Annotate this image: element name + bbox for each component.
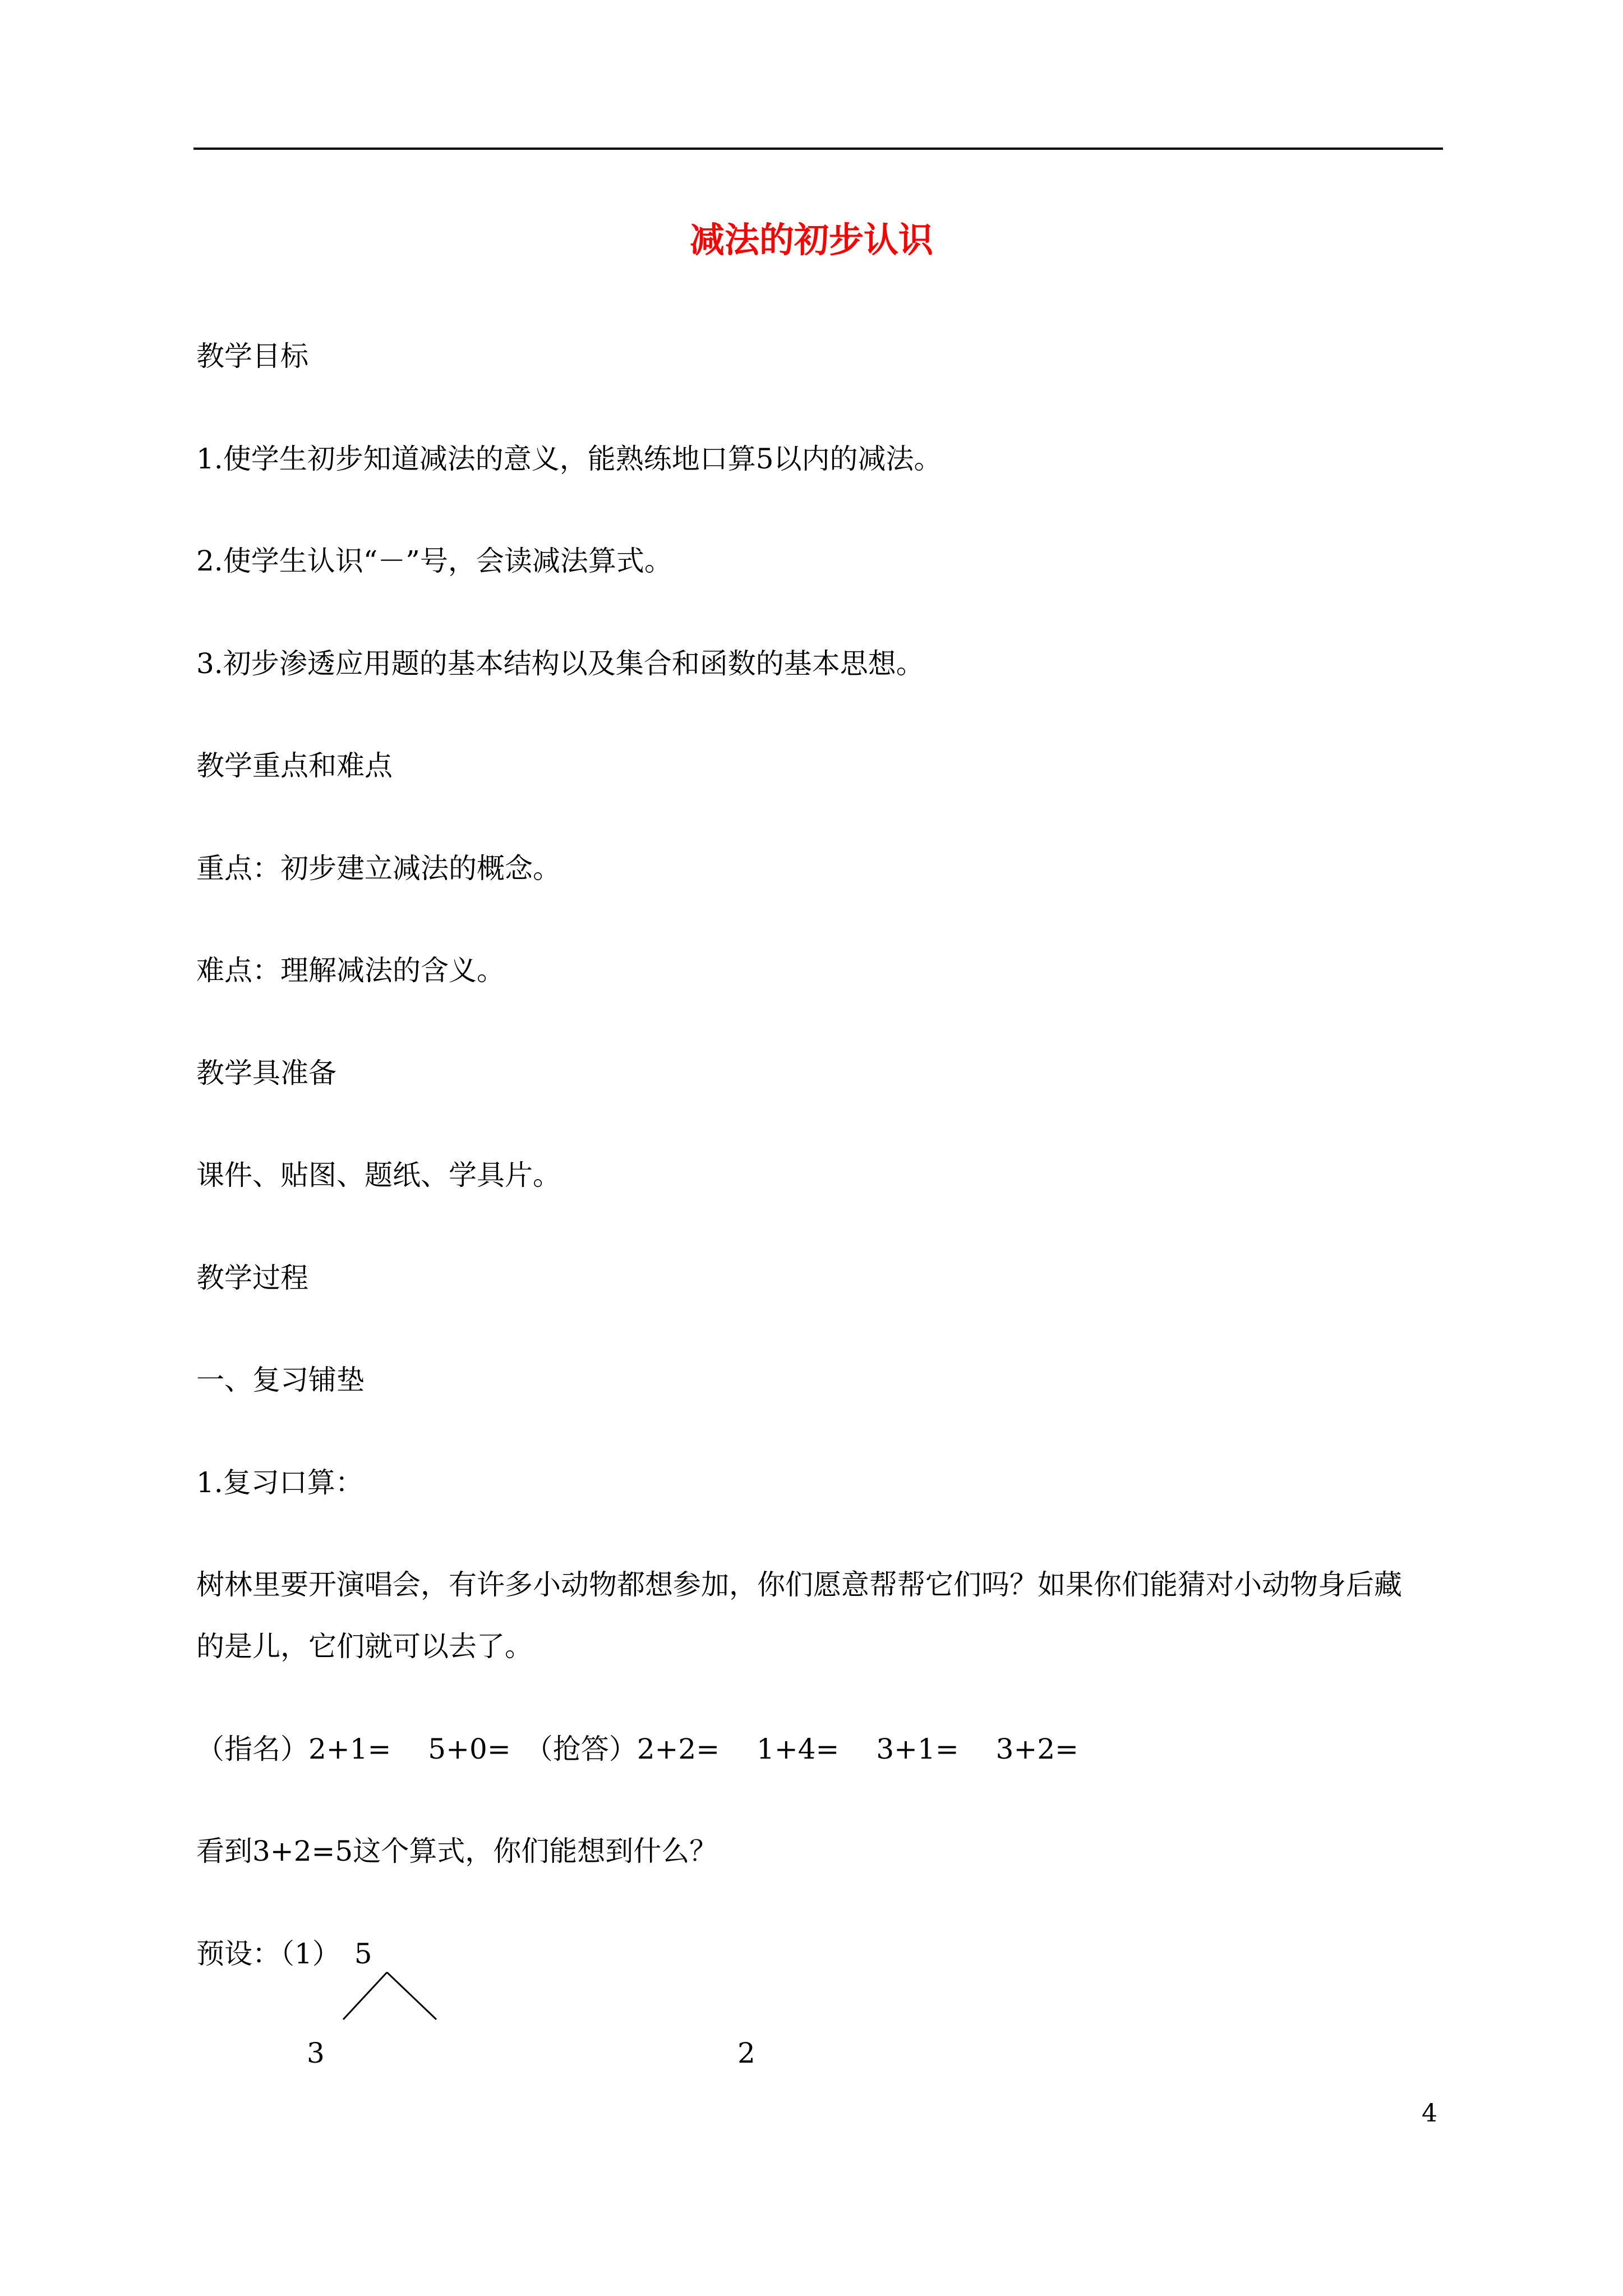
- preset-answer-label: 预设：（1） 5: [196, 1938, 372, 1970]
- difficulty-text: 难点：理解减法的含义。: [196, 954, 505, 987]
- goal-item-1: 1.使学生初步知道减法的意义，能熟练地口算5以内的减法。: [196, 443, 942, 475]
- header-rule: [193, 148, 1443, 150]
- key-point-text: 重点：初步建立减法的概念。: [196, 852, 561, 885]
- heading-key-points: 教学重点和难点: [196, 749, 393, 782]
- materials-text: 课件、贴图、题纸、学具片。: [196, 1159, 561, 1191]
- section-review: 一、复习铺垫: [196, 1364, 365, 1396]
- document-title: 减法的初步认识: [689, 219, 933, 260]
- bond-part-right: 2: [737, 2037, 755, 2069]
- heading-teaching-materials: 教学具准备: [196, 1057, 336, 1089]
- number-bond-lines: [336, 1969, 449, 2031]
- oral-calc-exercises: （指名）2+1= 5+0= （抢答）2+2= 1+4= 3+1= 3+2=: [196, 1733, 1079, 1765]
- question-text: 看到3+2=5这个算式，你们能想到什么？: [196, 1835, 718, 1867]
- goal-item-3: 3.初步渗透应用题的基本结构以及集合和函数的基本思想。: [196, 647, 924, 680]
- review-oral-calc: 1.复习口算：: [196, 1466, 363, 1499]
- page-number: 4: [1422, 2099, 1437, 2128]
- story-paragraph-line-1: 树林里要开演唱会，有许多小动物都想参加，你们愿意帮帮它们吗？如果你们能猜对小动物身后藏: [196, 1568, 1402, 1601]
- goal-item-2: 2.使学生认识“－”号，会读减法算式。: [196, 545, 672, 577]
- bond-left-branch: [343, 1972, 387, 2019]
- bond-right-branch: [387, 1972, 436, 2019]
- story-paragraph-line-2: 的是儿，它们就可以去了。: [196, 1630, 533, 1663]
- heading-teaching-goals: 教学目标: [196, 340, 308, 372]
- heading-teaching-process: 教学过程: [196, 1262, 308, 1294]
- bond-part-left: 3: [307, 2037, 325, 2069]
